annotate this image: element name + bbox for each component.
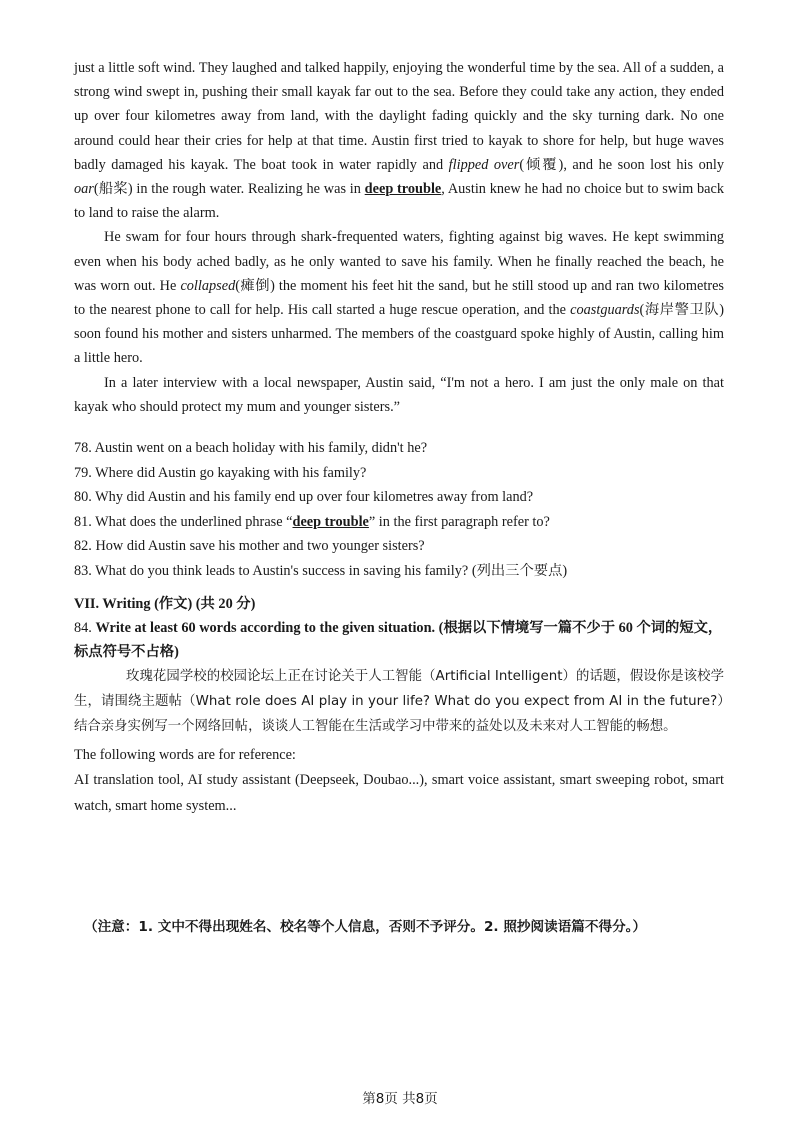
reference-lead: The following words are for reference: [74, 746, 296, 763]
question-80: 80. Why did Austin and his family end up over four kilometres away from land? [74, 489, 534, 506]
text-run: the moment his feet hit the sand, but he still stood up and ran two kilometres to the nearest phone to call for help. His call started a huge rescue operation, and the [74, 277, 724, 319]
text-run: ” in the first paragraph refer to? [368, 513, 550, 530]
term-collapsed: collapsed [180, 277, 236, 294]
question-79: 79. Where did Austin go kayaking with his family? [74, 464, 367, 481]
text-run: He swam for four hours through shark-frequented waters, fighting against big waves. He kept swimming even when his body ached badly, as he only wanted to save his family. When he finally reached the beach, he was worn out. He [74, 229, 724, 294]
text-run: 81. What does the underlined phrase “ [74, 513, 293, 530]
question-83: 83. What do you think leads to Austin's success in saving his family? (列出三个要点) [74, 563, 568, 580]
writing-situation: 玫瑰花园学校的校园论坛上正在讨论关于人工智能（Artificial Intelligent）的话题，假设你是该校学生，请围绕主题帖（What role does AI play in your life? What do you expect from AI in the future?）结合亲身实例写一个网络回帖，谈谈人工智能在生活或学习中带来的益处以及未来对人工智能的畅想。 [74, 668, 724, 734]
page-content [74, 56, 724, 819]
task-number: 84. [74, 619, 96, 636]
text-run: , and he soon lost his only [563, 156, 724, 173]
question-78: 78. Austin went on a beach holiday with his family, didn't he? [74, 440, 428, 457]
term-flipped-over: flipped over [448, 156, 520, 173]
reference-words: AI translation tool, AI study assistant (Deepseek, Doubao...), smart voice assistant, smart sweeping robot, smart watch, smart home system... [74, 771, 724, 814]
passage-paragraph-3: In a later interview with a local newspaper, Austin said, “I'm not a hero. I am just the only male on that kayak who should protect my mum and younger sisters.” [74, 374, 724, 415]
question-82: 82. How did Austin save his mother and two younger sisters? [74, 538, 425, 555]
term-coastguards: coastguards [570, 302, 640, 319]
term-oar: oar [74, 181, 94, 198]
writing-note: （注意：1. 文中不得出现姓名、校名等个人信息，否则不予评分。2. 照抄阅读语篇不得分。） [84, 919, 647, 935]
task-instructions: Write at least 60 words according to the given situation. (根据以下情境写一篇不少于 60 个词的短文，标点符号不占格) [74, 619, 723, 660]
writing-section-title: VII. Writing (作文) (共 20 分) [74, 595, 256, 612]
underlined-phrase: deep trouble [292, 513, 369, 530]
text-run: just a little soft wind. They laughed and talked happily, enjoying the wonderful time by the sea. All of a sudden, a strong wind swept in, pushing their small kayak far out to the sea. Before they could take any action, they ended up over four kilometres away from land, with the daylight fading quickly and the sky turning dark. No one around could hear their cries for help at that time. Austin first tried to kayak to shore for help, but huge waves badly damaged his kayak. The boat took in water rapidly and [74, 60, 724, 173]
gloss: (瘫倒) [235, 277, 275, 294]
question-81 [74, 510, 724, 535]
question-list [74, 436, 724, 584]
text-run: , Austin knew he had no choice but to swim back to land to raise the alarm. [74, 181, 724, 222]
writing-task [74, 616, 724, 664]
gloss: (船桨) [93, 181, 133, 198]
text-run: in the rough water. Realizing he was in [132, 181, 365, 198]
text-run: soon found his mother and sisters unharmed. The members of the coastguard spoke highly of Austin, calling him a little hero. [74, 326, 724, 367]
gloss: (海岸警卫队) [639, 302, 724, 319]
passage-paragraph-2 [74, 225, 724, 370]
page-number: 第8页 共8页 [362, 1091, 438, 1107]
gloss: (倾覆) [519, 156, 564, 173]
underlined-phrase: deep trouble [364, 181, 442, 198]
passage-paragraph-1 [74, 56, 724, 225]
